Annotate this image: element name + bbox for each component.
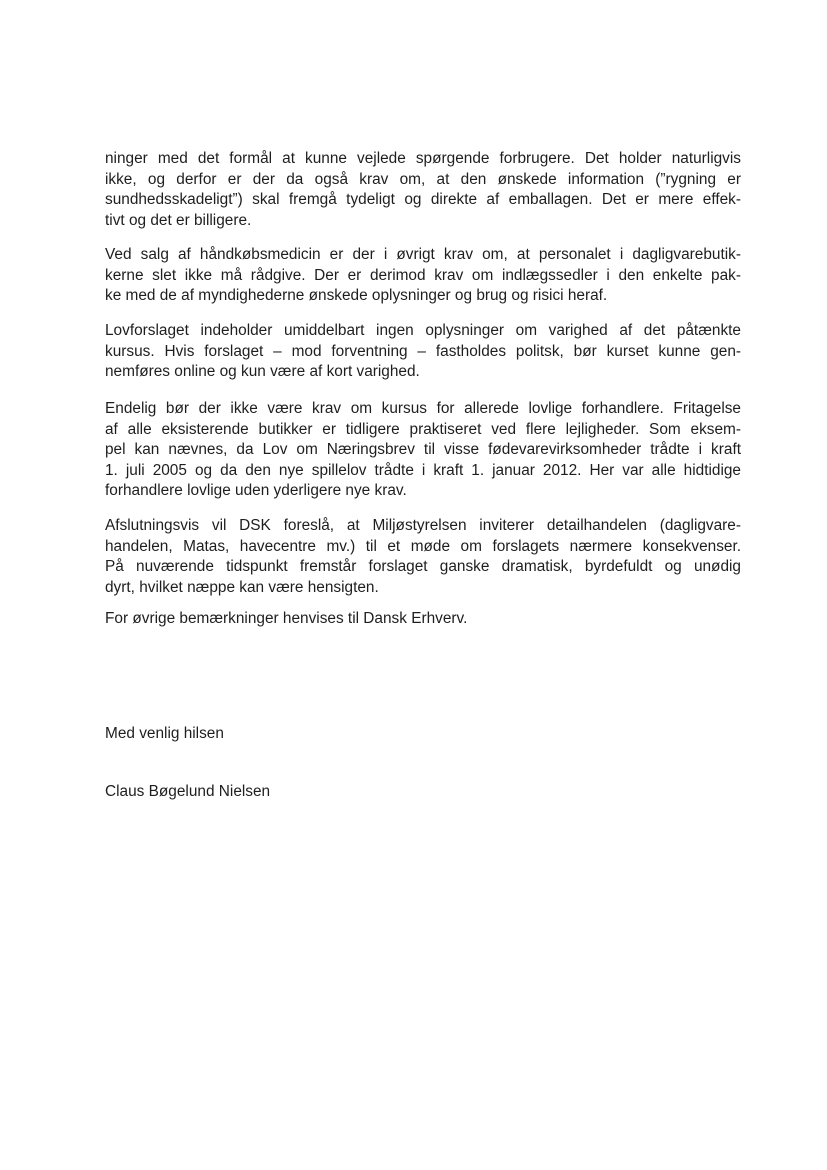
closing-salutation — [105, 724, 741, 745]
text-line: kursus. Hvis forslaget – mod forventning – fastholdes politsk, bør kurset kunne gen- — [105, 342, 741, 360]
text-line: handelen, Matas, havecentre mv.) til et møde om forslagets nærmere konsekvenser. — [105, 537, 741, 555]
paragraph-4 — [105, 399, 741, 502]
text-line: kerne slet ikke må rådgive. Der er derimod krav om indlægssedler i den enkelte pak- — [105, 266, 741, 284]
paragraph-5 — [105, 516, 741, 598]
text-line: Endelig bør der ikke være krav om kursus for allerede lovlige forhandlere. Fritagelse — [105, 400, 741, 417]
paragraph-1 — [105, 149, 741, 231]
text-line: Ved salg af håndkøbsmedicin er der i øvrigt krav om, at personalet i dagligvarebutik- — [105, 246, 741, 263]
signature-name — [105, 782, 741, 803]
text-line: Lovforslaget indeholder umiddelbart ingen oplysninger om varighed af det påtænkte — [105, 322, 741, 339]
text-line: nemføres online og kun være af kort varighed. — [105, 363, 420, 381]
text-line: For øvrige bemærkninger henvises til Dansk Erhverv. — [105, 610, 468, 627]
text-line: tivt og det er billigere. — [105, 211, 252, 229]
text-line: sundhedsskadeligt”) skal fremgå tydeligt og direkte af emballagen. Det er mere effek- — [105, 191, 741, 209]
text-line: 1. juli 2005 og da den nye spillelov trådte i kraft 1. januar 2012. Her var alle hidtidige — [105, 461, 741, 479]
text-line: ninger med det formål at kunne vejlede spørgende forbrugere. Det holder naturligvis — [105, 150, 741, 167]
text-line: forhandlere lovlige uden yderligere nye krav. — [105, 482, 407, 500]
text-line: ikke, og derfor er der da også krav om, at den ønskede information (”rygning er — [105, 170, 741, 188]
paragraph-2 — [105, 245, 741, 307]
text-line: Afslutningsvis vil DSK foreslå, at Miljøstyrelsen inviterer detailhandelen (dagligvare- — [105, 517, 741, 534]
text-line: ke med de af myndighederne ønskede oplysninger og brug og risici heraf. — [105, 287, 608, 305]
text-line: På nuværende tidspunkt fremstår forslaget ganske dramatisk, byrdefuldt og unødig — [105, 558, 741, 576]
closing-text: Med venlig hilsen — [105, 725, 224, 742]
paragraph-6 — [105, 609, 741, 630]
paragraph-3 — [105, 321, 741, 383]
text-line: af alle eksisterende butikker er tidligere praktiseret ved flere lejligheder. Som eksem- — [105, 420, 741, 438]
text-line: dyrt, hvilket næppe kan være hensigten. — [105, 578, 379, 596]
text-line: pel kan nævnes, da Lov om Næringsbrev til visse fødevarevirksomheder trådte i kraft — [105, 441, 741, 459]
signature-text: Claus Bøgelund Nielsen — [105, 783, 271, 800]
